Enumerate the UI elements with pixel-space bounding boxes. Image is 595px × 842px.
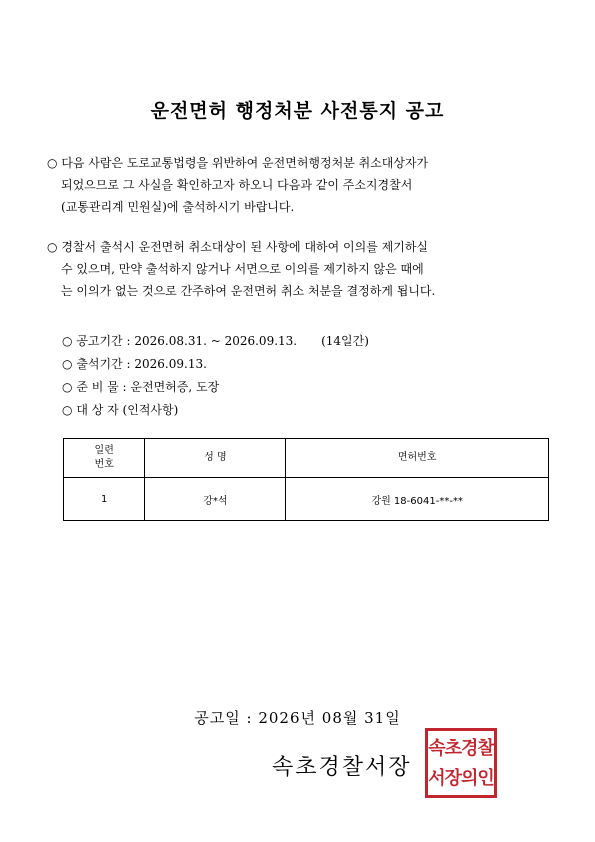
item-attend-period xyxy=(62,353,369,376)
notice-date: 공고일 : 2026년 08월 31일 xyxy=(194,709,401,727)
item-value: 운전면허증, 도장 xyxy=(130,380,220,394)
item-target xyxy=(62,399,369,422)
signer-name: 속초경찰서장 xyxy=(272,755,412,780)
page-title: 운전면허 행정처분 사전통지 공고 xyxy=(150,100,445,122)
cell-serial-no: 1 xyxy=(64,478,145,521)
item-prepare xyxy=(62,376,369,399)
item-notice-period xyxy=(62,330,369,353)
item-value: (인적사항) xyxy=(122,403,179,417)
paragraph-line: 경찰서 출석시 운전면허 취소대상이 된 사항에 대하여 이의를 제기하실 xyxy=(61,240,428,254)
item-label: 출석기간 : xyxy=(76,357,131,371)
item-value: 2026.08.31. ~ 2026.09.13. xyxy=(134,334,298,348)
target-table xyxy=(63,438,549,521)
table-row xyxy=(64,478,549,521)
bullet: ○ xyxy=(62,380,73,394)
item-label: 준 비 물 : xyxy=(76,380,127,394)
paragraph-line: 수 있으며, 만약 출석하지 않거나 서면으로 이의를 제기하지 않은 때에 xyxy=(61,262,424,276)
seal-line: 서장의인 xyxy=(428,768,494,789)
item-days: (14일간) xyxy=(321,334,369,348)
item-value: 2026.09.13. xyxy=(134,357,207,371)
cell-name: 강*석 xyxy=(145,478,286,521)
seal-line: 속초경찰 xyxy=(428,738,494,759)
bullet: ○ xyxy=(62,357,73,371)
notice-paragraph-1 xyxy=(47,152,547,218)
bullet: ○ xyxy=(62,334,73,348)
paragraph-line: 다음 사람은 도로교통법령을 위반하여 운전면허행정처분 취소대상자가 xyxy=(61,156,429,170)
paragraph-line: (교통관리계 민원실)에 출석하시기 바랍니다. xyxy=(61,200,295,214)
bullet: ○ xyxy=(62,403,73,417)
official-seal xyxy=(425,728,497,798)
header-serial-no: 일련 번호 xyxy=(64,439,145,478)
paragraph-line: 는 이의가 없는 것으로 간주하여 운전면허 취소 처분을 결정하게 됩니다. xyxy=(61,284,436,298)
item-label: 대 상 자 xyxy=(76,403,119,417)
notice-items xyxy=(62,330,369,422)
cell-license-no: 강원 18-6041-**-** xyxy=(286,478,549,521)
header-name: 성 명 xyxy=(145,439,286,478)
notice-paragraph-2 xyxy=(47,236,547,302)
bullet: ○ xyxy=(47,240,58,254)
item-label: 공고기간 : xyxy=(76,334,131,348)
bullet: ○ xyxy=(47,156,58,170)
header-license-no: 면허번호 xyxy=(286,439,549,478)
paragraph-line: 되었으므로 그 사실을 확인하고자 하오니 다음과 같이 주소지경찰서 xyxy=(61,178,413,192)
table-header-row xyxy=(64,439,549,478)
